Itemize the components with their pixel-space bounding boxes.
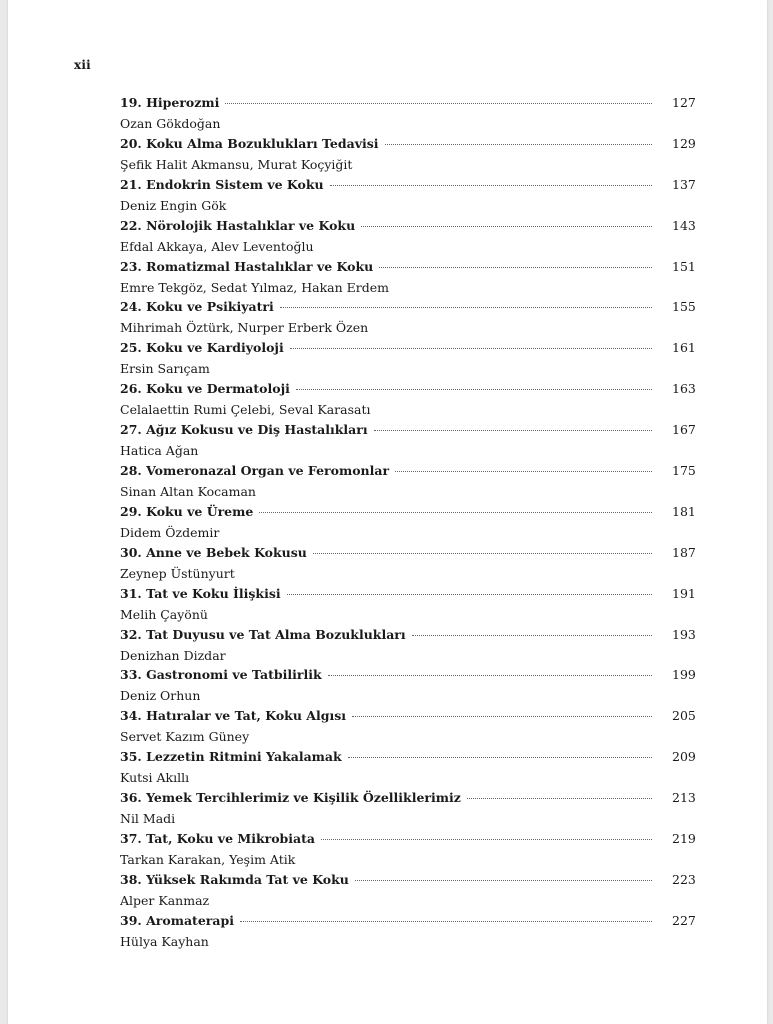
chapter-page-number: 223 <box>672 871 696 887</box>
chapter-page-number: 151 <box>672 258 696 274</box>
dot-leader <box>287 594 652 595</box>
toc-entry <box>120 176 696 218</box>
chapter-authors: Nil Madi <box>120 811 176 827</box>
chapter-title: 26. Koku ve Dermatoloji <box>120 381 290 397</box>
chapter-authors: Tarkan Karakan, Yeşim Atik <box>120 852 296 868</box>
chapter-title: 38. Yüksek Rakımda Tat ve Koku <box>120 871 349 887</box>
chapter-page-number: 155 <box>672 299 696 315</box>
chapter-title: 20. Koku Alma Bozuklukları Tedavisi <box>120 135 379 151</box>
dot-leader <box>374 430 652 431</box>
toc-title-line <box>120 135 696 155</box>
chapter-authors: Mihrimah Öztürk, Nurper Erberk Özen <box>120 320 369 336</box>
chapter-page-number: 187 <box>672 544 696 560</box>
toc-title-line <box>120 381 696 400</box>
chapter-title: 34. Hatıralar ve Tat, Koku Algısı <box>120 708 347 724</box>
toc-entry <box>120 340 696 381</box>
chapter-title: 21. Endokrin Sistem ve Koku <box>120 176 324 192</box>
chapter-authors: Sinan Altan Kocaman <box>120 484 256 500</box>
toc-title-line <box>120 422 696 441</box>
toc-entry <box>120 871 696 913</box>
toc-entry <box>120 503 696 545</box>
chapter-page-number: 191 <box>672 585 696 601</box>
toc-title-line <box>120 790 696 809</box>
chapter-title: 35. Lezzetin Ritmini Yakalamak <box>120 749 342 765</box>
dot-leader <box>352 716 652 717</box>
toc-title-line <box>120 503 696 523</box>
dot-leader <box>385 144 653 145</box>
toc-entry <box>120 463 696 504</box>
chapter-authors: Denizhan Dizdar <box>120 647 226 663</box>
table-of-contents <box>120 95 696 954</box>
chapter-page-number: 167 <box>672 422 696 438</box>
chapter-page-number: 209 <box>672 749 696 765</box>
chapter-title: 29. Koku ve Üreme <box>120 503 254 519</box>
chapter-authors: Kutsi Akıllı <box>120 770 190 786</box>
toc-title-line <box>120 626 696 646</box>
chapter-page-number: 227 <box>672 912 696 928</box>
chapter-page-number: 127 <box>672 95 696 110</box>
toc-title-line <box>120 871 696 891</box>
dot-leader <box>290 348 652 349</box>
toc-entry <box>120 790 696 831</box>
chapter-page-number: 199 <box>672 667 696 683</box>
toc-title-line <box>120 258 696 278</box>
dot-leader <box>348 757 652 758</box>
dot-leader <box>313 553 652 554</box>
chapter-authors: Deniz Engin Gök <box>120 197 227 213</box>
dot-leader <box>321 839 652 840</box>
toc-title-line <box>120 299 696 318</box>
chapter-authors: Şefik Halit Akmansu, Murat Koçyiğit <box>120 156 353 172</box>
chapter-authors: Melih Çayönü <box>120 606 208 622</box>
page-number: xii <box>74 58 91 72</box>
toc-title-line <box>120 95 696 114</box>
chapter-page-number: 175 <box>672 463 696 479</box>
chapter-page-number: 129 <box>672 135 696 151</box>
chapter-title: 30. Anne ve Bebek Kokusu <box>120 544 307 560</box>
chapter-title: 25. Koku ve Kardiyoloji <box>120 340 284 356</box>
chapter-title: 31. Tat ve Koku İlişkisi <box>120 585 281 601</box>
chapter-title: 32. Tat Duyusu ve Tat Alma Bozuklukları <box>120 626 406 642</box>
toc-title-line <box>120 463 696 482</box>
toc-entry <box>120 95 696 136</box>
chapter-page-number: 213 <box>672 790 696 806</box>
toc-entry <box>120 422 696 463</box>
chapter-authors: Ersin Sarıçam <box>120 361 210 377</box>
toc-title-line <box>120 912 696 932</box>
chapter-authors: Emre Tekgöz, Sedat Yılmaz, Hakan Erdem <box>120 279 389 295</box>
toc-entry <box>120 626 696 668</box>
chapter-authors: Hülya Kayhan <box>120 933 209 949</box>
chapter-authors: Efdal Akkaya, Alev Leventoğlu <box>120 238 314 254</box>
toc-title-line <box>120 749 696 768</box>
toc-title-line <box>120 217 696 237</box>
chapter-authors: Ozan Gökdoğan <box>120 116 221 131</box>
chapter-authors: Celalaettin Rumi Çelebi, Seval Karasatı <box>120 402 371 418</box>
chapter-title: 37. Tat, Koku ve Mikrobiata <box>120 831 316 847</box>
chapter-authors: Didem Özdemir <box>120 524 220 540</box>
dot-leader <box>225 103 652 104</box>
toc-entry <box>120 749 696 790</box>
toc-title-line <box>120 667 696 686</box>
chapter-page-number: 193 <box>672 626 696 642</box>
toc-entry <box>120 912 696 954</box>
chapter-title: 24. Koku ve Psikiyatri <box>120 299 274 315</box>
toc-entry <box>120 708 696 749</box>
toc-title-line <box>120 544 696 564</box>
chapter-title: 22. Nörolojik Hastalıklar ve Koku <box>120 217 356 233</box>
chapter-page-number: 205 <box>672 708 696 724</box>
toc-title-line <box>120 176 696 196</box>
toc-title-line <box>120 831 696 850</box>
dot-leader <box>379 267 652 268</box>
chapter-page-number: 219 <box>672 831 696 847</box>
document-page <box>8 0 767 1024</box>
chapter-authors: Hatica Ağan <box>120 443 199 459</box>
chapter-title: 39. Aromaterapi <box>120 912 234 928</box>
toc-entry <box>120 299 696 340</box>
dot-leader <box>467 798 652 799</box>
chapter-title: 36. Yemek Tercihlerimiz ve Kişilik Özelliklerimiz <box>120 790 461 806</box>
chapter-title: 23. Romatizmal Hastalıklar ve Koku <box>120 258 374 274</box>
toc-entry <box>120 831 696 872</box>
chapter-authors: Servet Kazım Güney <box>120 729 250 745</box>
dot-leader <box>240 921 652 922</box>
chapter-title: 19. Hiperozmi <box>120 95 220 110</box>
chapter-title: 33. Gastronomi ve Tatbilirlik <box>120 667 322 683</box>
chapter-title: 27. Ağız Kokusu ve Diş Hastalıkları <box>120 422 368 438</box>
dot-leader <box>361 226 652 227</box>
dot-leader <box>259 512 652 513</box>
toc-entry <box>120 217 696 259</box>
chapter-page-number: 163 <box>672 381 696 397</box>
toc-entry <box>120 135 696 177</box>
toc-title-line <box>120 708 696 727</box>
chapter-page-number: 161 <box>672 340 696 356</box>
dot-leader <box>280 307 652 308</box>
dot-leader <box>296 389 652 390</box>
dot-leader <box>355 880 652 881</box>
chapter-authors: Zeynep Üstünyurt <box>120 565 235 581</box>
toc-entry <box>120 667 696 708</box>
chapter-page-number: 143 <box>672 217 696 233</box>
toc-entry <box>120 381 696 422</box>
dot-leader <box>330 185 652 186</box>
dot-leader <box>412 635 652 636</box>
toc-entry <box>120 258 696 300</box>
dot-leader <box>328 675 652 676</box>
toc-title-line <box>120 340 696 359</box>
chapter-page-number: 181 <box>672 503 696 519</box>
toc-entry <box>120 544 696 586</box>
chapter-authors: Deniz Orhun <box>120 688 201 704</box>
chapter-title: 28. Vomeronazal Organ ve Feromonlar <box>120 463 390 479</box>
toc-title-line <box>120 585 696 605</box>
chapter-page-number: 137 <box>672 176 696 192</box>
dot-leader <box>395 471 652 472</box>
chapter-authors: Alper Kanmaz <box>120 892 210 908</box>
toc-entry <box>120 585 696 627</box>
